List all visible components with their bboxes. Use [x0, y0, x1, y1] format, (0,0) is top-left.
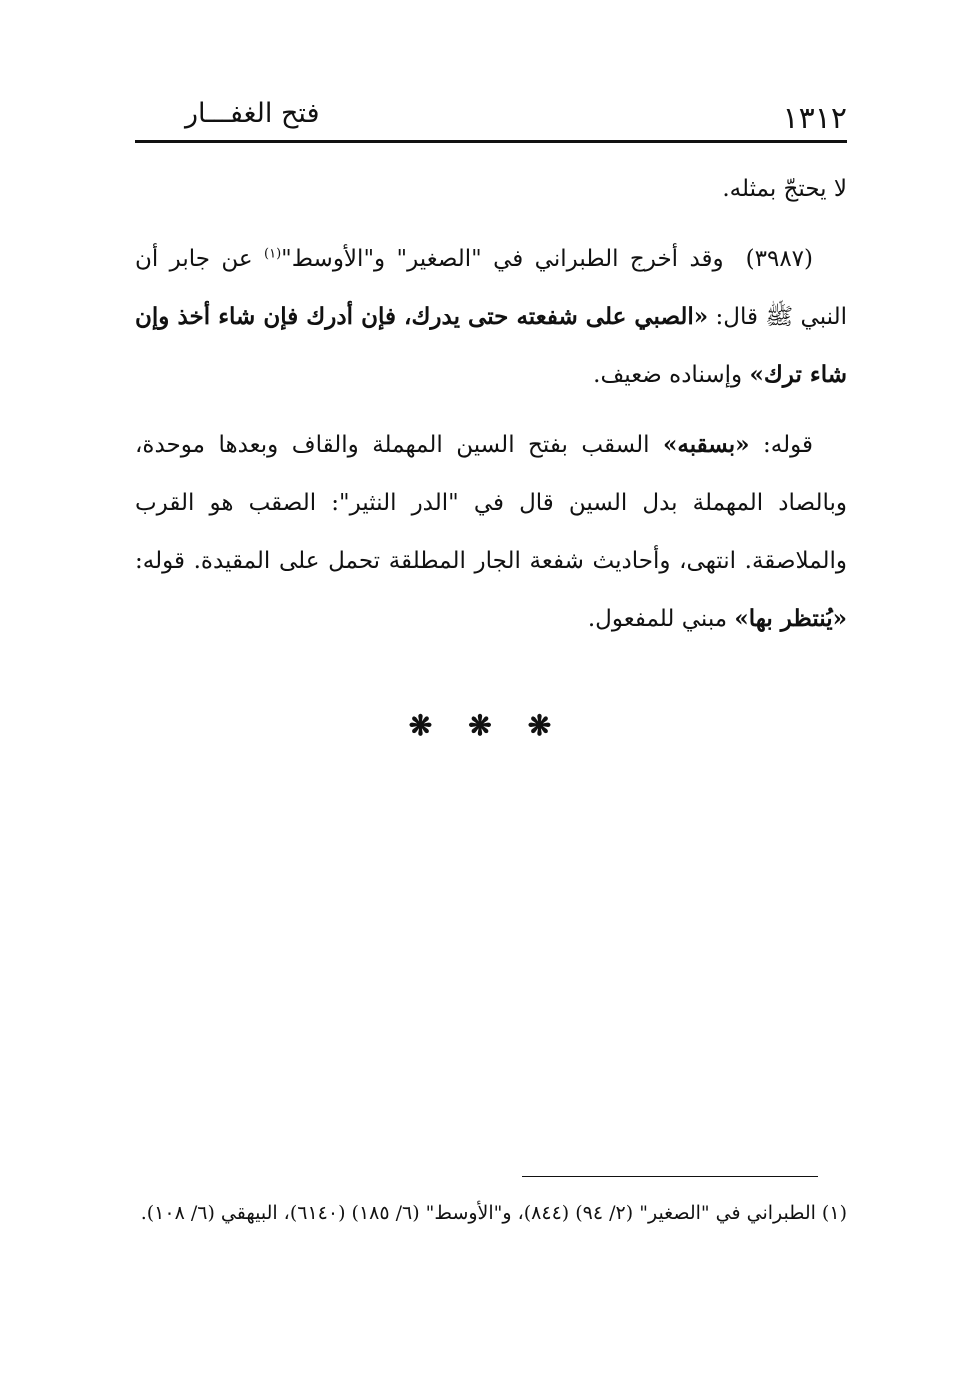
- commentary-term: «يُنتظر بها»: [734, 605, 847, 632]
- footnote-reference: (١): [264, 246, 282, 262]
- footnote: (١) الطبراني في "الصغير" (٢/ ٩٤) (٨٤٤)، و"الأوسط" (٦/ ١٨٥) (٦١٤٠)، البيهقي (٦/ ١٠٨).: [140, 1202, 847, 1224]
- divider-star-icon: ❋: [527, 709, 552, 742]
- book-title: فتح الغفـــار: [185, 98, 320, 129]
- hadith-quote: «الصبي على شفعته حتى يدرك، فإن أدرك فإن شاء أخذ وإن شاء ترك»: [135, 303, 847, 388]
- page-header: [135, 96, 847, 140]
- commentary-text: مبني للمفعول.: [587, 606, 735, 632]
- hadith-text-continued: عن جابر أن النبي ﷺ قال:: [135, 246, 847, 330]
- main-text: [135, 160, 847, 648]
- hadith-grading: وإسناده ضعيف.: [593, 362, 750, 388]
- hadith-paragraph: [135, 230, 847, 404]
- hadith-number: (٣٩٨٧): [745, 246, 814, 272]
- footnotes: [135, 1192, 847, 1234]
- header-rule: [135, 140, 847, 143]
- commentary-label: قوله:: [749, 432, 814, 458]
- hadith-text: وقد أخرج الطبراني في "الصغير" و"الأوسط": [281, 246, 724, 272]
- divider-star-icon: ❋: [468, 709, 492, 742]
- commentary-text: السقب بفتح السين المهملة والقاف وبعدها موحدة، وبالصاد المهملة بدل السين قال في "الدر النثير": الصقب هو القرب والملاصقة. انتهى، وأحاديث شفعة الجار المطلقة تحمل على المقيدة. قوله:: [135, 432, 847, 574]
- page-number: ١٣١٢: [782, 101, 847, 136]
- footnote-rule: [522, 1176, 818, 1177]
- paragraph-intro: لا يحتجّ بمثله.: [722, 176, 847, 202]
- commentary-term: «بسقبه»: [662, 431, 750, 458]
- commentary-paragraph: [135, 416, 847, 648]
- divider-star-icon: ❋: [408, 709, 433, 742]
- section-divider: [0, 706, 960, 746]
